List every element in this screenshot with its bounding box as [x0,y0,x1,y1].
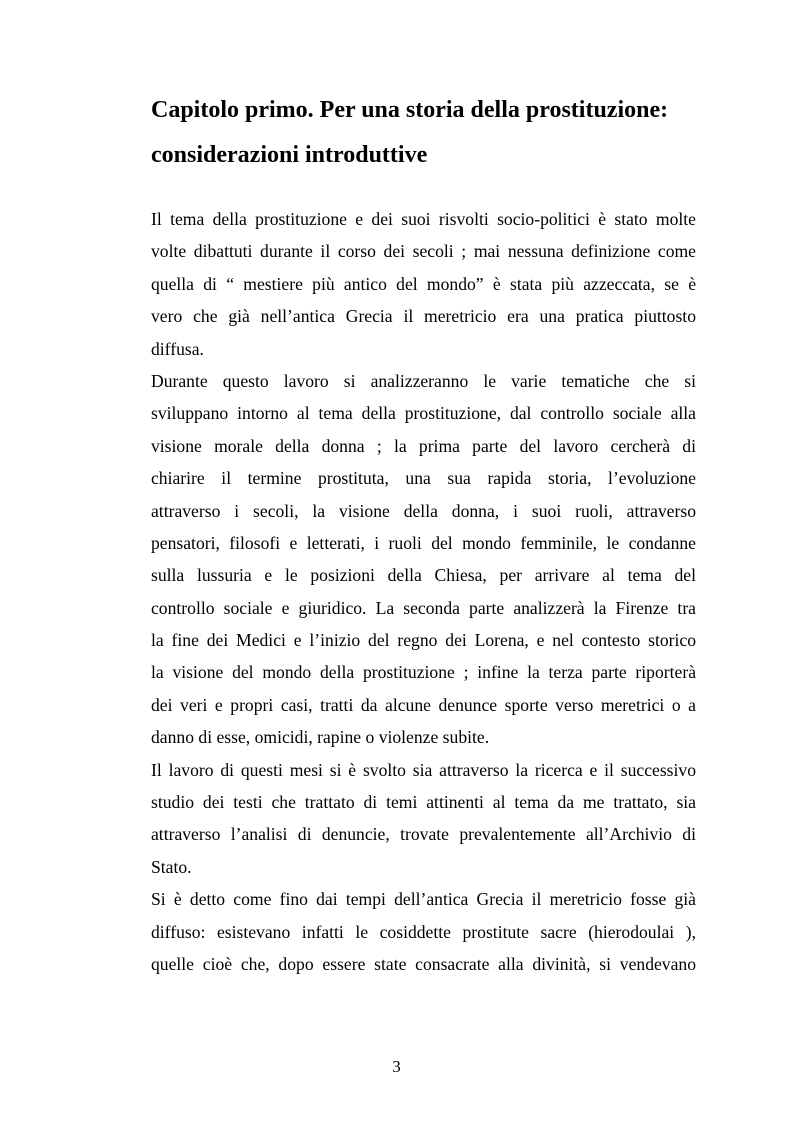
text-line: Si è detto come fino dai tempi dell’antica Grecia il meretricio fosse già [151,889,696,910]
text-line: attraverso i secoli, la visione della donna, i suoi ruoli, attraverso [151,500,696,521]
text-line: studio dei testi che trattato di temi attinenti al tema da me trattato, sia [151,792,696,813]
text-line: vero che già nell’antica Grecia il meretricio era una pratica piuttosto [151,306,696,327]
text-line: diffuso: esistevano infatti le cosiddette prostitute sacre (hierodoulai ), [151,921,696,942]
text-line: visione morale della donna ; la prima parte del lavoro cercherà di [151,435,696,456]
text-line: la visione del mondo della prostituzione ; infine la terza parte riporterà [151,662,696,683]
text-line: dei veri e propri casi, tratti da alcune denunce sporte verso meretrici o a [151,694,696,715]
text-line: volte dibattuti durante il corso dei secoli ; mai nessuna definizione come [151,241,696,262]
text-line: sulla lussuria e le posizioni della Chiesa, per arrivare al tema del [151,565,696,586]
text-line: Durante questo lavoro si analizzeranno le varie tematiche che si [151,370,696,391]
text-line: sviluppano intorno al tema della prostituzione, dal controllo sociale alla [151,403,696,424]
chapter-heading-line-1: Capitolo primo. Per una storia della prostituzione: [151,97,669,123]
chapter-heading [151,88,711,178]
text-line: pensatori, filosofi e letterati, i ruoli del mondo femminile, le condanne [151,532,696,553]
text-line: danno di esse, omicidi, rapine o violenze subite. [151,727,490,748]
text-line: Stato. [151,856,192,877]
text-line: diffusa. [151,338,204,359]
text-line: quelle cioè che, dopo essere state consacrate alla divinità, si vendevano [151,953,696,974]
text-line: controllo sociale e giuridico. La seconda parte analizzerà la Firenze tra [151,597,696,618]
text-line: Il tema della prostituzione e dei suoi risvolti socio-politici è stato molte [151,209,696,229]
text-line: quella di “ mestiere più antico del mondo” è stata più azzeccata, se è [151,273,696,294]
text-line: Il lavoro di questi mesi si è svolto sia attraverso la ricerca e il successivo [151,759,696,780]
text-line: la fine dei Medici e l’inizio del regno dei Lorena, e nel contesto storico [151,630,696,651]
body-text [151,203,696,980]
chapter-heading-line-2: considerazioni introduttive [151,142,428,168]
text-line: attraverso l’analisi di denuncie, trovate prevalentemente all’Archivio di [151,824,696,845]
page-number: 3 [392,1057,401,1076]
text-line: chiarire il termine prostituta, una sua rapida storia, l’evoluzione [151,468,696,489]
